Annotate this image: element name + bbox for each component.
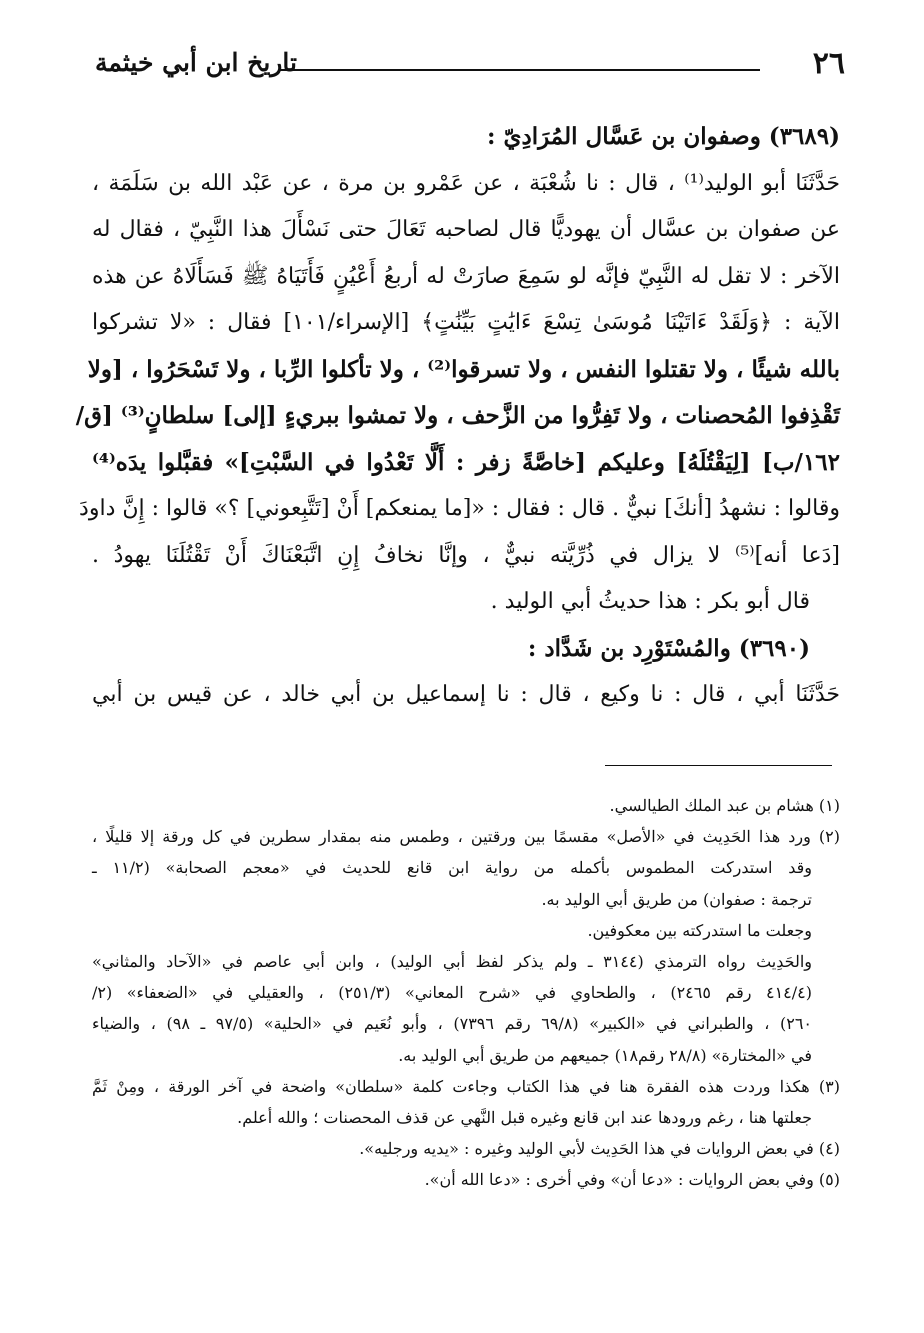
footnote-3: (٣) هكذا وردت هذه الفقرة هنا في هذا الكتاب وجاءت كلمة «سلطان» واضحة في آخر الورقة ، ومِنْ ثَمَّ bbox=[92, 1076, 840, 1096]
main-text bbox=[75, 114, 840, 719]
text-line: الآخر : لا تقل له النَّبِيّ فإنَّه لو سَمِعَ صارَتْ له أربعُ أَعْيُنٍ فَأَتَيَاهُ ﷺ فَسَأَلَاهُ عن هذه bbox=[92, 263, 840, 289]
footnote-1: (١) هشام بن عبد الملك الطيالسي. bbox=[609, 796, 840, 815]
footnote-4: (٤) في بعض الروايات في هذا الحَدِيث لأبي الوليد وغيره : «يديه ورجليه». bbox=[359, 1139, 840, 1159]
footnote-line: (٤١٤/٤ رقم ٢٤٦٥) ، والطحاوي في «شرح المعاني» (٢٥١/٣) ، والعقيلي في «الضعفاء» (٢/ bbox=[92, 983, 812, 1003]
footnote-line: وقد استدركت المطموس بأكمله من رواية ابن قانع للحديث في «معجم الصحابة» (١١/٢ ـ bbox=[92, 858, 813, 878]
text-line: [دَعا أنه]⁽⁵⁾ لا يزال في ذُرِّيَّته نبيٌّ ، وإنَّا نخافُ إِنِ اتَّبَعْنَاكَ أَنْ تَقْتُلَنَا يهودُ . bbox=[92, 542, 840, 568]
footnote-5: (٥) وفي بعض الروايات : «دعا أن» وفي أخرى : «دعا الله أن». bbox=[424, 1170, 840, 1190]
text-line: قال أبو بكر : هذا حديثُ أبي الوليد . bbox=[490, 589, 810, 614]
header-rule bbox=[280, 69, 760, 71]
footnotes bbox=[92, 790, 840, 1195]
text-line: حَدَّثَنَا أبو الوليد⁽¹⁾ ، قال : نا شُعْبَة ، عن عَمْرو بن مرة ، عن عَبْد الله بن سَلَمَة ، bbox=[92, 170, 840, 196]
text-line: الآية : ﴿وَلَقَدْ ءَاتَيْنَا مُوسَىٰ تِسْعَ ءَايَٰتٍ بَيِّنَٰتٍ﴾ [الإسراء/١٠١] فقال : «لا تشركوا bbox=[92, 310, 840, 335]
page-number: ٢٦ bbox=[812, 46, 845, 81]
footnote-line: والحَدِيث رواه الترمذي (٣١٤٤ ـ ولم يذكر لفظ أبي الوليد) ، وابن أبي عاصم في «الآحاد والمثاني» bbox=[92, 951, 813, 971]
text-line: عن صفوان بن عسَّال أن يهوديًّا قال لصاحبه تَعَالَ حتى نَسْأَلَ هذا النَّبِيّ ، فقال له bbox=[92, 217, 840, 242]
text-line: وقالوا : نشهدُ [أنكَ] نبيٌّ . قال : فقال : «[ما يمنعكم] أَنْ [تَتَّبِعوني] ؟» قالوا : إِنَّ داودَ bbox=[79, 496, 840, 521]
text-line: ١٦٢/ب] [لِيَقْتُلَهُ] وعليكم [خاصَّةً زفر : أَلَّا تَعْدُوا في السَّبْتِ]» فقبَّلوا يدَه⁽⁴⁾ bbox=[92, 448, 840, 476]
footnote-line: في «المختارة» (٢٨/٨ رقم١٨) جميعهم من طريق أبي الوليد به. bbox=[398, 1045, 812, 1065]
page-header bbox=[95, 46, 845, 96]
text-line: حَدَّثَنَا أبي ، قال : نا وكيع ، قال : نا إسماعيل بن أبي خالد ، عن قيس بن أبي bbox=[92, 682, 840, 707]
footnote-line: وجعلت ما استدركته بين معكوفين. bbox=[587, 920, 812, 940]
entry-heading-3690: (٣٦٩٠) والمُسْتَوْرِد بن شَدَّاد : bbox=[527, 634, 810, 662]
text-line: بالله شيئًا ، ولا تقتلوا النفس ، ولا تسرقوا⁽²⁾ ، ولا تأكلوا الرِّبا ، ولا تَسْحَرُوا ، [ولا bbox=[87, 355, 840, 383]
footnote-line: ٢٦٠) ، والطبراني في «الكبير» (٦٩/٨ رقم ٧٣٩٦) ، وأبو نُعَيم في «الحلية» (٩٧/٥ ـ ٩٨) ، والضياء bbox=[92, 1014, 812, 1034]
text-line: تَقْذِفوا المُحصنات ، ولا تَفِرُّوا من الزَّحف ، ولا تمشوا ببريءٍ [إلى] سلطانٍ⁽³⁾ [ق/ bbox=[75, 402, 840, 429]
footnote-separator bbox=[605, 765, 832, 766]
footnote-2: (٢) ورد هذا الحَدِيث في «الأصل» مقسمًا بين ورقتين ، وطمس منه بمقدار سطرين في كل ورقة إلا قليلًا ، bbox=[92, 827, 840, 847]
book-title: تاريخ ابن أبي خيثمة bbox=[95, 48, 297, 77]
footnote-line: جعلتها هنا ، رغم ورودها عند ابن قانع وغيره قبل النَّهي عن قذف المحصنات ؛ والله أعلم. bbox=[237, 1107, 812, 1127]
entry-heading-3689: (٣٦٨٩) وصفوان بن عَسَّال المُرَادِيّ : bbox=[486, 123, 840, 150]
footnote-line: ترجمة : صفوان) من طريق أبي الوليد به. bbox=[541, 889, 812, 909]
